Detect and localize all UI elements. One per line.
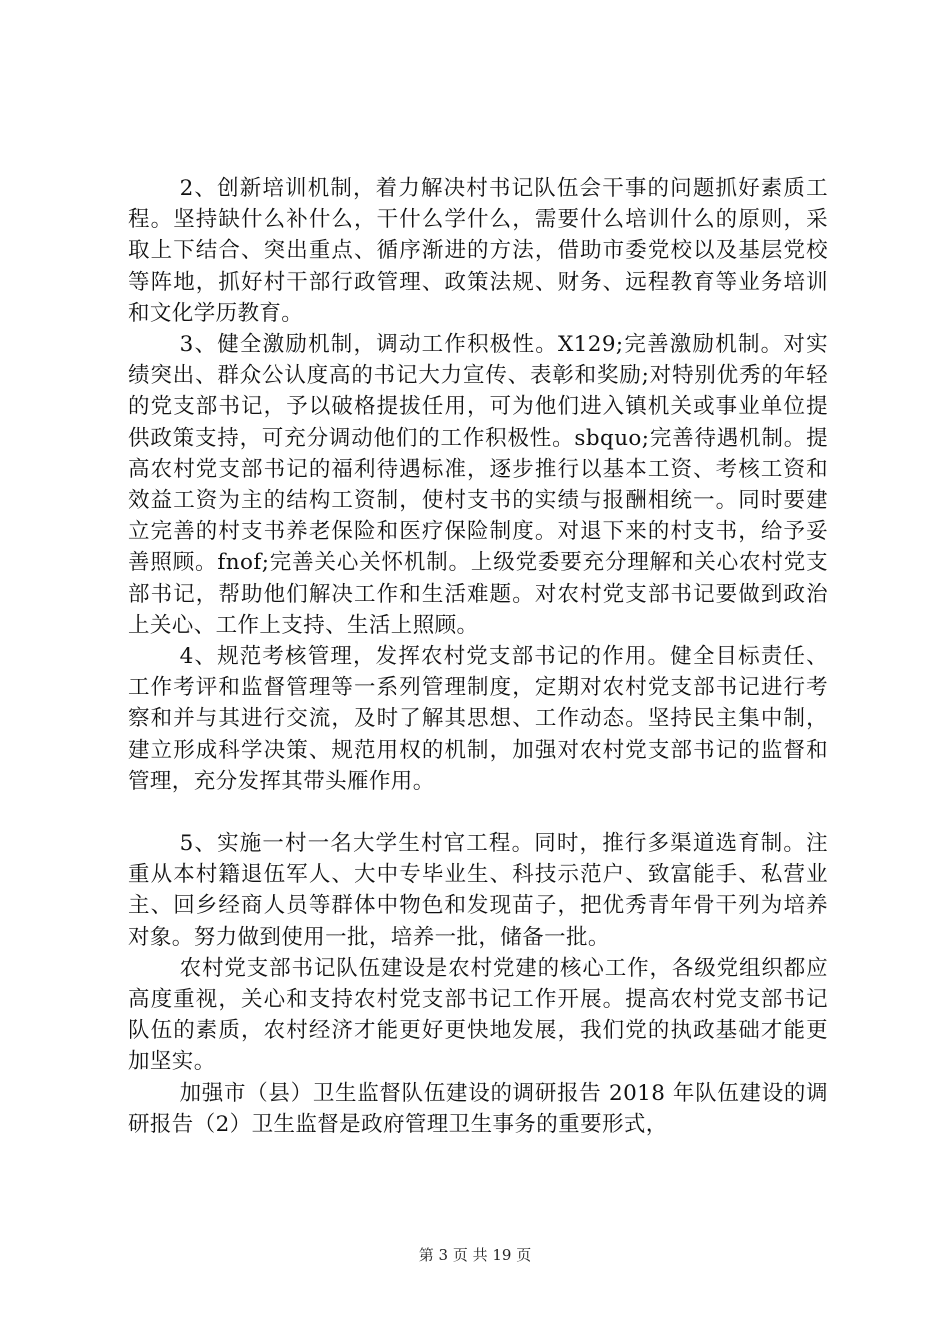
paragraph-village-official-project: 5、实施一村一名大学生村官工程。同时，推行多渠道选育制。注重从本村籍退伍军人、大中专毕业生、科技示范户、致富能手、私营业主、回乡经商人员等群体中物色和发现苗子，把优秀青年骨干列为培养对象。努力做到使用一批，培养一批，储备一批。: [128, 831, 828, 950]
paragraph-training-mechanism: 2、创新培训机制，着力解决村书记队伍会干事的问题抓好素质工程。坚持缺什么补什么，干什么学什么，需要什么培训什么的原则，采取上下结合、突出重点、循序渐进的方法，借助市委党校以及基层党校等阵地，抓好村干部行政管理、政策法规、财务、远程教育等业务培训和文化学历教育。: [128, 176, 828, 326]
paragraph-incentive-mechanism: 3、健全激励机制，调动工作积极性。X129;完善激励机制。对实绩突出、群众公认度高的书记大力宣传、表彰和奖励;对特别优秀的年轻的党支部书记，予以破格提拔任用，可为他们进入镇机关或事业单位提供政策支持，可充分调动他们的工作积极性。sbquo;完善待遇机制。提高农村党支部书记的福利待遇标准，逐步推行以基本工资、考核工资和效益工资为主的结构工资制，使村支书的实绩与报酬相统一。同时要建立完善的村支书养老保险和医疗保险制度。对退下来的村支书，给予妥善照顾。fnof;完善关心关怀机制。上级党委要充分理解和关心农村党支部书记，帮助他们解决工作和生活难题。对农村党支部书记要做到政治上关心、工作上支持、生活上照顾。: [128, 332, 828, 638]
paragraph-conclusion: 农村党支部书记队伍建设是农村党建的核心工作，各级党组织都应高度重视，关心和支持农村党支部书记工作开展。提高农村党支部书记队伍的素质，农村经济才能更好更快地发展，我们党的执政基础才能更加坚实。: [128, 955, 828, 1075]
paragraph-assessment-management: 4、规范考核管理，发挥农村党支部书记的作用。健全目标责任、工作考评和监督管理等一系列管理制度，定期对农村党支部书记进行考察和并与其进行交流，及时了解其思想、工作动态。坚持民主集中制，建立形成科学决策、规范用权的机制，加强对农村党支部书记的监督和管理，充分发挥其带头雁作用。: [128, 644, 828, 794]
document-body: [128, 173, 828, 1140]
page-number-footer: 第 3 页 共 19 页: [418, 1246, 532, 1264]
paragraph-health-supervision-report: 加强市（县）卫生监督队伍建设的调研报告 2018 年队伍建设的调研报告（2）卫生监督是政府管理卫生事务的重要形式，: [128, 1080, 828, 1137]
